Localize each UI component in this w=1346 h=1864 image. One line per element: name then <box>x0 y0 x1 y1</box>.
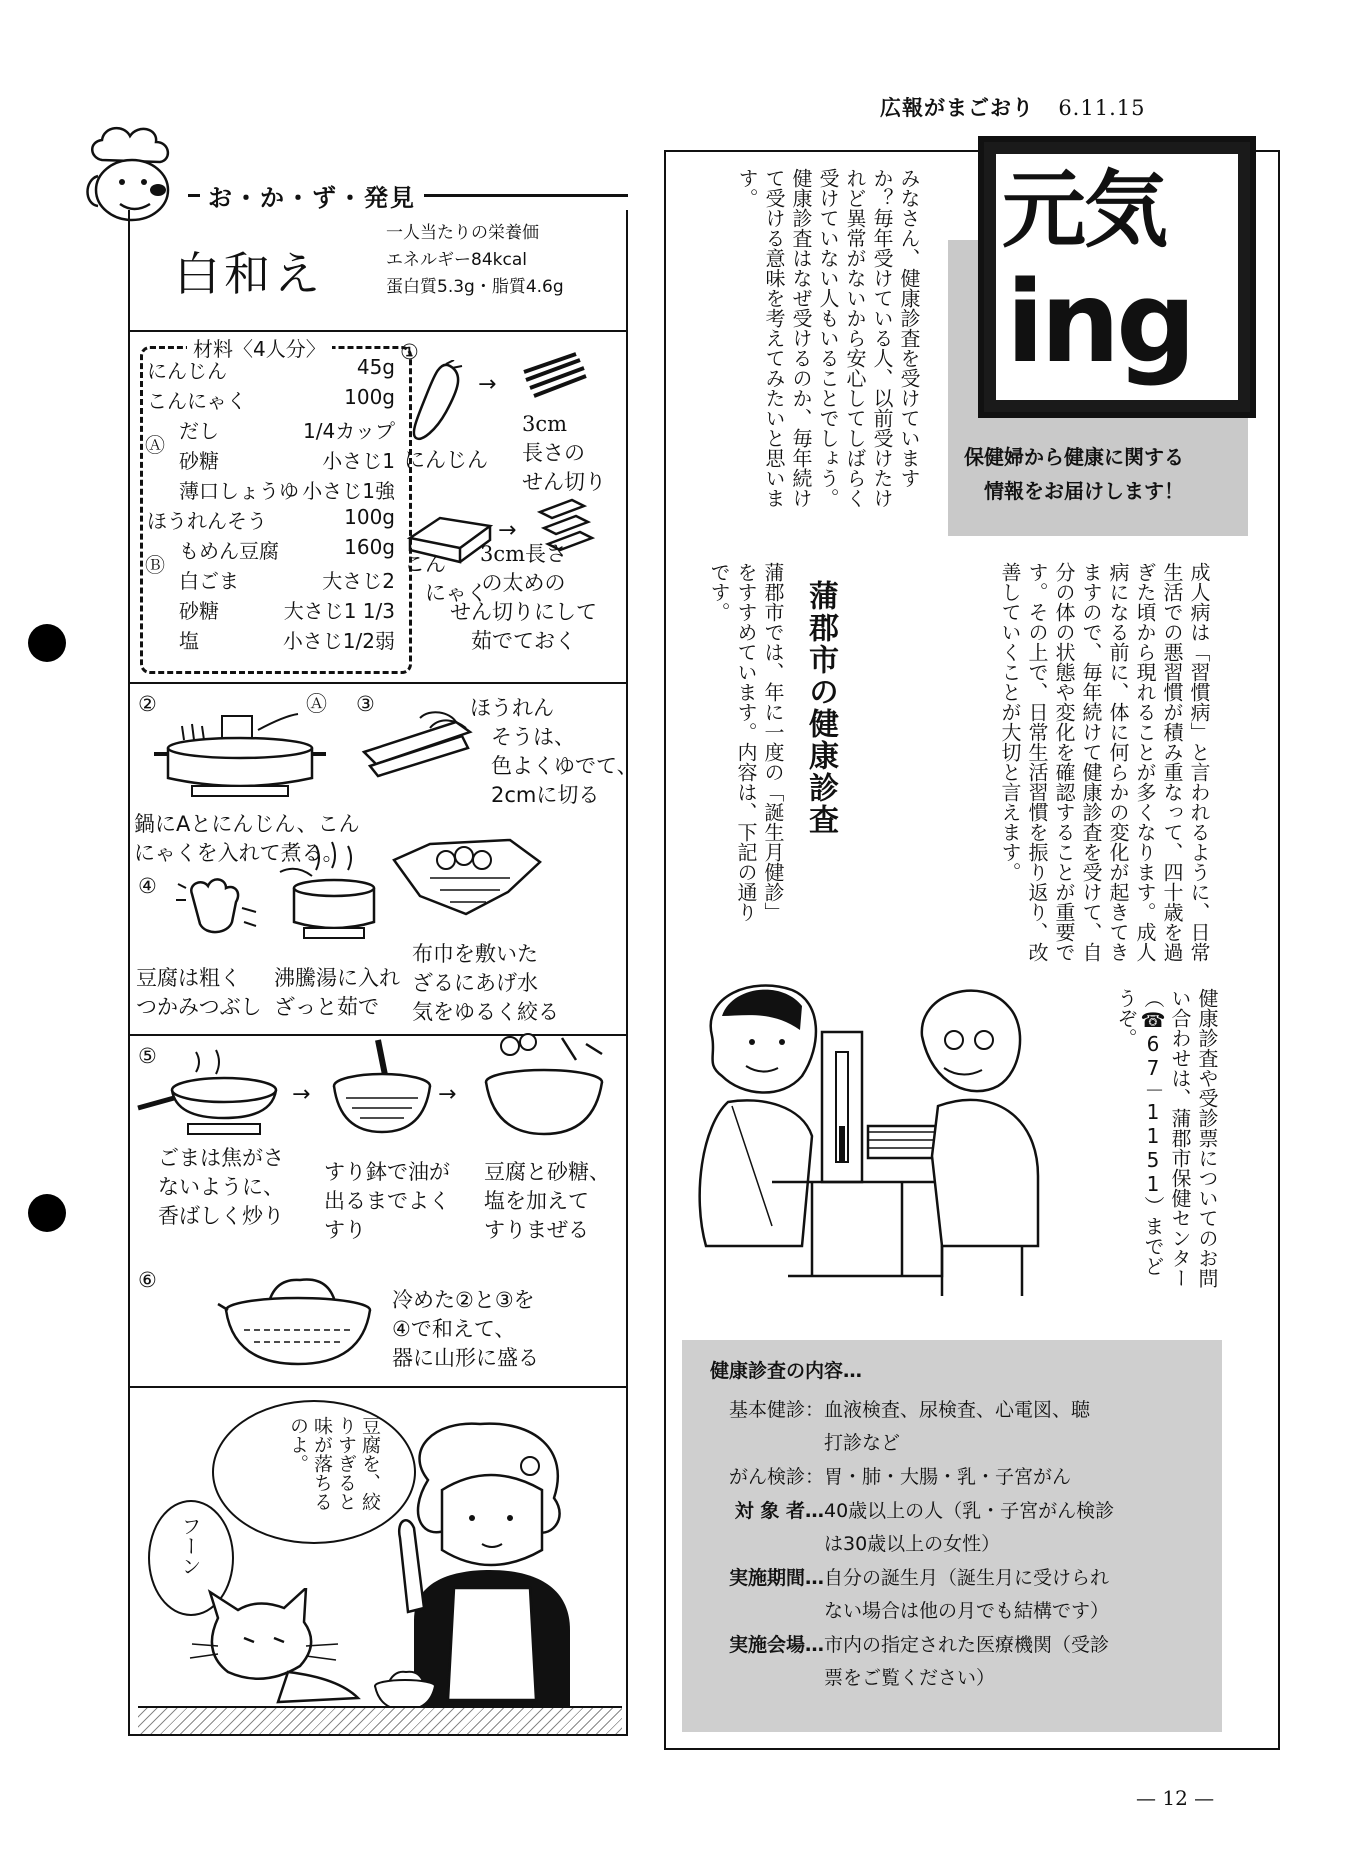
ingredient-row <box>143 535 399 577</box>
ingredient-row <box>143 445 399 475</box>
checkup-info-title: 健康診査の内容… <box>710 1360 863 1382</box>
nutrition-energy: エネルギー84kcal <box>386 250 527 270</box>
step6-text: 冷めた②と③を ④で和えて、 器に山形に盛る <box>392 1288 539 1370</box>
ingredient-amount: 100g <box>344 505 395 529</box>
divider <box>128 1386 626 1388</box>
ingredient-row <box>143 595 399 625</box>
pot-on-stove-icon <box>148 710 328 806</box>
boiling-pot-icon <box>276 836 384 946</box>
logo-subtitle <box>964 440 1184 508</box>
checkup-item <box>696 1461 1212 1494</box>
punch-hole-top <box>28 624 66 662</box>
recipe-column <box>128 120 638 1740</box>
logo-genki: 元気 <box>1002 161 1167 259</box>
logo-box <box>978 136 1256 418</box>
carrot-icon <box>406 360 466 444</box>
step2-number: ② <box>138 692 157 716</box>
ingredient-name: こんにゃく <box>147 389 247 413</box>
ingredient-name: 砂糖 <box>179 449 219 473</box>
blood-pressure-illustration <box>692 976 1052 1306</box>
ingredient-amount: 小さじ1 <box>322 449 395 473</box>
step5-text-c: 豆腐と砂糖、 塩を加えて すりまぜる <box>484 1160 610 1242</box>
frying-pan-icon <box>136 1046 284 1146</box>
page-header <box>880 92 1145 122</box>
checkup-item <box>696 1495 1212 1561</box>
comic-speech-text: 豆腐を、絞りすぎると味が落ちるのよ。 <box>287 1416 381 1511</box>
step3-text: ほうれん そうは、 色よくゆでて、 2cmに切る <box>470 696 638 807</box>
nutrition-info <box>386 220 564 301</box>
nutrition-label: 一人当たりの栄養価 <box>386 223 539 243</box>
ingredient-row <box>143 625 399 655</box>
publication-name: 広報がまごおり <box>880 96 1034 120</box>
step3-number: ③ <box>356 692 375 716</box>
ingredient-name: 薄口しょうゆ <box>179 479 299 503</box>
arrow-icon: → <box>438 1082 457 1107</box>
ingredient-name: にんじん <box>147 359 227 383</box>
ingredient-name: もめん豆腐 <box>179 539 279 563</box>
mixing-bowl-icon <box>476 1030 616 1140</box>
ingredient-row <box>143 415 399 457</box>
step1-konnyaku-label: こん にゃく <box>404 552 488 605</box>
checkup-item-label: 対 象 者… <box>734 1500 824 1522</box>
comic-sigh-text: フーン <box>178 1516 202 1576</box>
arrow-icon: → <box>292 1082 311 1107</box>
step4-text-b: 沸騰湯に入れ ざっと茹で <box>274 966 400 1019</box>
ingredient-amount: 大さじ2 <box>322 569 395 593</box>
step4-number: ④ <box>138 874 157 898</box>
body-paragraph-2: 蒲郡市では、年に一度の「誕生月健診」をすすめています。内容は、下記の通りです。 <box>707 562 785 922</box>
ingredient-row <box>143 565 399 595</box>
checkup-item-label: がん検診： <box>728 1466 824 1488</box>
hand-crushing-tofu-icon <box>172 864 262 944</box>
table-edge <box>138 1706 622 1734</box>
checkup-info-box <box>682 1340 1222 1732</box>
checkup-info-list <box>696 1394 1212 1696</box>
ingredient-amount: 大さじ1 1/3 <box>283 599 395 623</box>
divider <box>128 682 626 684</box>
checkup-item-label: 基本健診： <box>728 1399 824 1421</box>
mortar-pestle-icon <box>326 1036 436 1140</box>
checkup-item <box>696 1394 1212 1460</box>
checkup-item-text: 市内の指定された医療機関（受診 票をご覧ください） <box>824 1634 1110 1689</box>
step2-text: 鍋にAとにんじん、こん にゃくを入れて煮る。 <box>134 812 360 865</box>
ingredient-row <box>143 355 399 385</box>
step5-text-a: ごまは焦がさ ないように、 香ばしく炒り <box>158 1146 284 1228</box>
contact-text: 健康診査や受診票についてのお問い合わせは、蒲郡市保健センター（☎67－1151）までどうぞ。 <box>1114 988 1219 1288</box>
cat-illustration <box>188 1588 368 1708</box>
ingredient-group-mark: Ⓑ <box>145 553 165 577</box>
divider <box>128 330 626 332</box>
ingredient-amount: 100g <box>344 385 395 409</box>
step5-number: ⑤ <box>138 1044 157 1068</box>
step4-text-a: 豆腐は粗く つかみつぶし <box>136 966 262 1019</box>
arrow-icon: → <box>478 372 497 397</box>
ingredient-amount: 160g <box>344 535 395 559</box>
logo-subtitle-line2: 情報をお届けします！ <box>984 479 1184 503</box>
strainer-cloth-icon <box>390 832 546 924</box>
ingredient-row <box>143 475 399 505</box>
dish-name: 白和え <box>174 247 324 301</box>
step1-konnyaku-cut: 3cm長さ の太めの せん切りにして 茹でておく <box>450 542 597 653</box>
checkup-item <box>696 1629 1212 1695</box>
arrow-icon: → <box>498 518 517 543</box>
logo-ing: ing <box>1006 258 1193 388</box>
ingredient-name: 白ごま <box>179 569 239 593</box>
ingredient-name: 塩 <box>179 629 199 653</box>
serving-bowl-icon <box>214 1270 380 1374</box>
ingredient-name: ほうれんそう <box>147 509 267 533</box>
ingredient-amount: 小さじ1強 <box>302 479 395 503</box>
step4-text-c: 布巾を敷いた ざるにあげ水 気をゆるく絞る <box>412 942 559 1024</box>
checkup-item-text: 自分の誕生月（誕生月に受けられ ない場合は他の月でも結構です） <box>824 1567 1110 1622</box>
ingredient-row <box>143 385 399 415</box>
ingredients-heading: 材料〈4人分〉 <box>187 333 332 362</box>
checkup-item-label: 実施期間… <box>728 1567 824 1589</box>
checkup-item-text: 血液検査、尿検査、心電図、聴 打診など <box>824 1399 1091 1454</box>
step1-carrot-label: にんじん <box>404 448 488 472</box>
logo-subtitle-line1: 保健婦から健康に関する <box>964 445 1184 469</box>
section-title: お・か・ず・発見 <box>200 178 424 213</box>
julienne-sticks-icon <box>520 350 590 400</box>
spinach-icon <box>360 708 476 780</box>
ingredient-amount: 小さじ1/2弱 <box>282 629 395 653</box>
ingredients-box <box>140 337 412 674</box>
checkup-item-text: 40歳以上の人（乳・子宮がん検診 は30歳以上の女性） <box>824 1500 1115 1555</box>
ingredient-amount: 1/4カップ <box>303 419 395 443</box>
ingredient-name: だし <box>179 419 219 443</box>
article-heading: 蒲郡市の健康診査 <box>803 580 838 836</box>
ingredient-row <box>143 505 399 535</box>
checkup-item-text: 胃・肺・大腸・乳・子宮がん <box>824 1466 1072 1488</box>
ingredient-name: 砂糖 <box>179 599 219 623</box>
step1-carrot-cut: 3cm 長さの せん切り <box>522 412 606 494</box>
body-paragraph-1: 成人病は「習慣病」と言われるように、日常生活での悪習慣が積み重なって、四十歳を過ぎた頃から現れることが多くなります。成人病になる前に、体に何らかの変化が起きてきますので、毎年続けて健康診査を受けて、自分の体の状態や変化を確認することが重要です。その上で、日常生活習慣を振り返り、改善していくことが大切と言えます。 <box>998 562 1211 962</box>
intro-text: みなさん、健康診査を受けていますか？毎年受けている人、以前受けたけれど異常がないから安心してしばらく受けていない人もいることでしょう。健康診査はなぜ受けるのか、毎年続けて受ける意味を考えてみたいと思います。 <box>735 168 921 508</box>
step6-number: ⑥ <box>138 1268 157 1292</box>
punch-hole-bottom <box>28 1194 66 1232</box>
step5-text-b: すり鉢で油が 出るまでよく すり <box>324 1160 450 1242</box>
step2-mark: Ⓐ <box>306 692 327 716</box>
checkup-item <box>696 1562 1212 1628</box>
step1-number: ① <box>400 340 419 364</box>
ingredient-amount: 45g <box>356 355 395 379</box>
checkup-item-label: 実施会場… <box>728 1634 824 1656</box>
issue-date: 6.11.15 <box>1058 96 1146 120</box>
ingredient-group-mark: Ⓐ <box>145 433 165 457</box>
page-number: — 12 — <box>1136 1786 1215 1810</box>
nutrition-protein-fat: 蛋白質5.3g・脂質4.6g <box>386 277 564 297</box>
